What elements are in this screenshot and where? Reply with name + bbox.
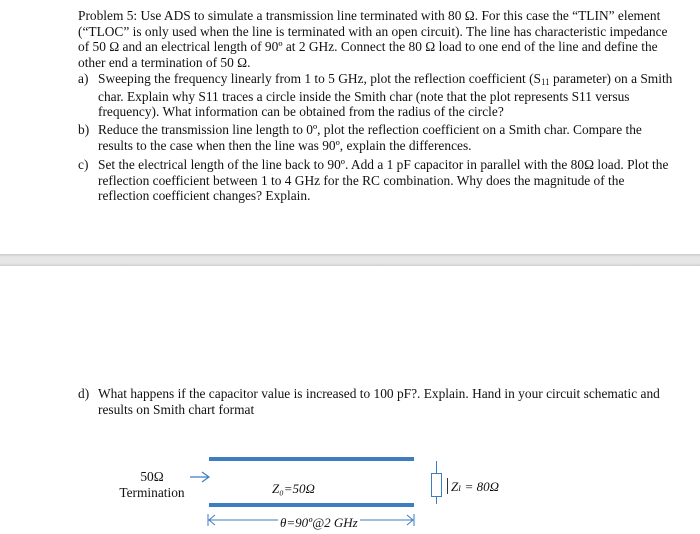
problem-intro: Problem 5: Use ADS to simulate a transmission line terminated with 80 Ω. For this case the “TLIN” element (“TLOC” is only used when the line is terminated with an open circuit). The line has characteristic impedance of 50 Ω and an electrical length of 90º at 2 GHz. Connect the 80 Ω load to one end of the line and define the other end a termination of 50 Ω.	[78, 8, 668, 70]
termination-label	[113, 469, 191, 501]
subscript: 11	[540, 77, 550, 87]
question-c	[78, 157, 676, 204]
question-letter: a)	[78, 71, 89, 86]
question-body: What happens if the capacitor value is increased to 100 pF?. Explain. Hand in your circuit schematic and results on Smith chart format	[98, 386, 660, 417]
load-resistor-icon	[431, 473, 442, 497]
question-body: Set the electrical length of the line back to 90º. Add a 1 pF capacitor in parallel with the 80Ω load. Plot the reflection coefficient between 1 to 4 GHz for the RC combination. Why does the magnitude of the reflection coefficient changes? Explain.	[98, 157, 669, 203]
transmission-line-bottom-conductor	[209, 503, 414, 507]
electrical-length-label: θ=90º@2 GHz	[280, 515, 358, 530]
page-gap-shadow	[0, 254, 700, 257]
question-d	[78, 386, 676, 417]
question-letter: c)	[78, 157, 89, 172]
arrow-right-icon	[189, 471, 211, 483]
question-letter: d)	[78, 386, 90, 401]
question-body	[98, 71, 676, 120]
question-a	[78, 71, 676, 120]
question-letter: b)	[78, 122, 90, 137]
question-a-text-2: parameter) on a Smith char. Explain why S11 traces a circle inside the Smith char (note that the plot represents S11 versus frequency). What information can be obtained from the radius of the circle?	[98, 71, 673, 119]
question-body: Reduce the transmission line length to 0º, plot the reflection coefficient on a Smith char. Compare the results to the case when then the line was 90º, explain the differences.	[98, 122, 642, 153]
termination-text: Termination	[119, 485, 185, 500]
question-b	[78, 122, 676, 153]
termination-value: 50Ω	[140, 469, 164, 484]
transmission-line-top-conductor	[209, 457, 414, 461]
load-impedance-label: Zₗ = 80Ω	[451, 479, 500, 494]
characteristic-impedance-label: Z₀=50Ω	[272, 481, 315, 496]
load-wire	[436, 461, 437, 473]
question-a-text-1: Sweeping the frequency linearly from 1 to 5 GHz, plot the reflection coefficient (S	[98, 71, 541, 86]
load-wire	[436, 496, 437, 504]
